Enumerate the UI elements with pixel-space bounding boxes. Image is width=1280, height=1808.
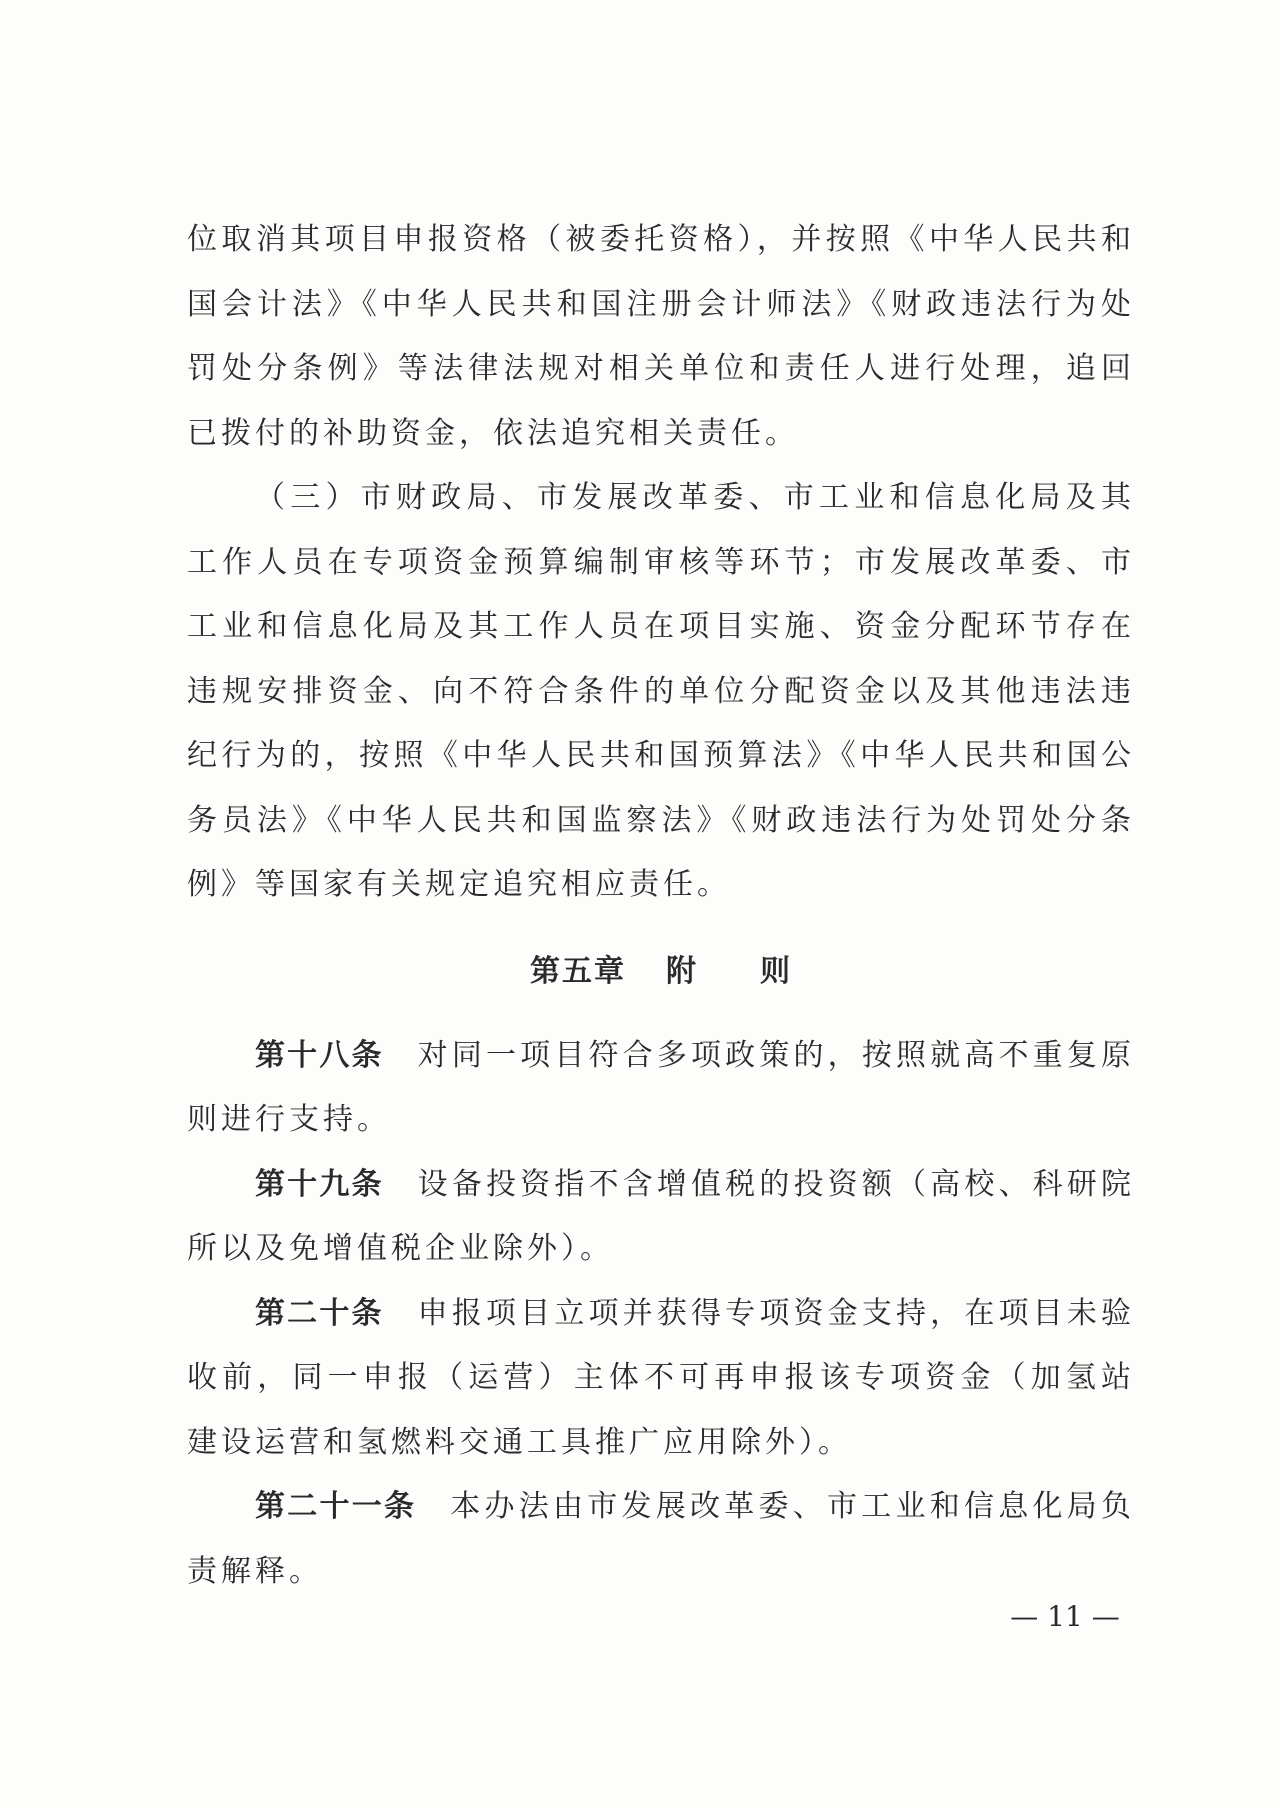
article-label: 第十九条 bbox=[255, 1166, 384, 1202]
page-number: — 11 — bbox=[1010, 1600, 1120, 1633]
article-text: 申报项目立项并获得专项资金支持，在项目未验收前，同一申报（运营）主体不可再申报该专项资金（加氢站建设运营和氢燃料交通工具推广应用除外）。 bbox=[187, 1295, 1136, 1460]
article-text: 对同一项目符合多项政策的，按照就高不重复原则进行支持。 bbox=[187, 1037, 1136, 1137]
article-21 bbox=[187, 1475, 1135, 1604]
chapter-heading bbox=[187, 940, 1135, 1004]
article-label: 第二十条 bbox=[255, 1295, 384, 1331]
document-body bbox=[187, 208, 1135, 1604]
article-text: 本办法由市发展改革委、市工业和信息化局负责解释。 bbox=[187, 1489, 1135, 1589]
article-19 bbox=[187, 1153, 1135, 1282]
paragraph-continuation: 位取消其项目申报资格（被委托资格），并按照《中华人民共和国会计法》《中华人民共和国注册会计师法》《财政违法行为处罚处分条例》等法律法规对相关单位和责任人进行处理，追回已拨付的补助资金，依法追究相关责任。 bbox=[187, 222, 1135, 451]
article-label: 第十八条 bbox=[255, 1037, 384, 1073]
article-20 bbox=[187, 1282, 1135, 1476]
chapter-title-first: 附 bbox=[666, 953, 698, 989]
chapter-title-second: 则 bbox=[760, 953, 792, 989]
article-label: 第二十一条 bbox=[255, 1489, 417, 1524]
article-18 bbox=[187, 1024, 1135, 1153]
article-text: 设备投资指不含增值税的投资额（高校、科研院所以及免增值税企业除外）。 bbox=[187, 1166, 1136, 1266]
paragraph-item-three: （三）市财政局、市发展改革委、市工业和信息化局及其工作人员在专项资金预算编制审核等环节；市发展改革委、市工业和信息化局及其工作人员在项目实施、资金分配环节存在违规安排资金、向不符合条件的单位分配资金以及其他违法违纪行为的，按照《中华人民共和国预算法》《中华人民共和国公务员法》《中华人民共和国监察法》《财政违法行为处罚处分条例》等国家有关规定追究相应责任。 bbox=[187, 480, 1135, 902]
chapter-number: 第五章 bbox=[530, 953, 626, 989]
